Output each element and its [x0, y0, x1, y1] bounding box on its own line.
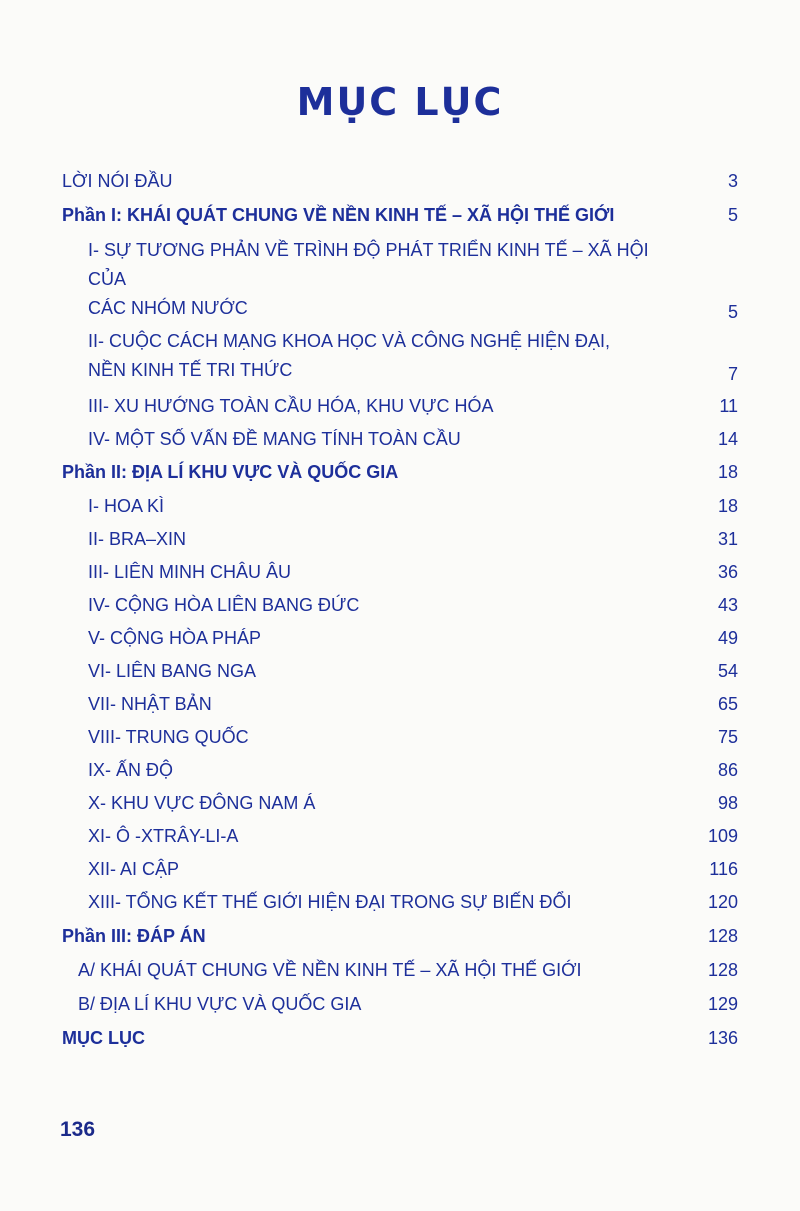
toc-entry-page: 18 [717, 462, 738, 482]
toc-entry-part-1[interactable] [62, 204, 738, 226]
toc-entry-part-2[interactable] [62, 461, 738, 483]
toc-entry-1-1[interactable] [62, 236, 738, 323]
toc-entry-page: 136 [707, 1028, 738, 1048]
toc-entry-text: I- HOA KÌ [88, 496, 165, 516]
toc-entry-page: 98 [717, 793, 738, 813]
toc-entry-page: 75 [717, 727, 738, 747]
toc-entry-text: VI- LIÊN BANG NGA [88, 661, 257, 681]
toc-entry-text: VIII- TRUNG QUỐC [88, 727, 249, 747]
toc-entry-text: Phần III: ĐÁP ÁN [62, 926, 206, 946]
toc-entry-text-line2: NỀN KINH TẾ TRI THỨC [88, 360, 293, 380]
toc-entry-1-3[interactable] [62, 395, 738, 417]
page-number: 136 [60, 1118, 96, 1141]
toc-entry-text: B/ ĐỊA LÍ KHU VỰC VÀ QUỐC GIA [78, 994, 362, 1014]
toc-entry-page: 36 [717, 562, 738, 582]
toc-entry-text: XII- AI CẬP [88, 859, 180, 879]
toc-entry-2-1[interactable] [62, 495, 738, 517]
toc-entry-2-2[interactable] [62, 528, 738, 550]
toc-entry-page: 5 [727, 302, 738, 322]
toc-entry-2-9[interactable] [62, 759, 738, 781]
toc-entry-part-3[interactable] [62, 925, 738, 947]
toc-entry-2-10[interactable] [62, 792, 738, 814]
toc-entry-text: MỤC LỤC [62, 1028, 145, 1048]
toc-entry-page: 120 [707, 892, 738, 912]
toc-entry-2-3[interactable] [62, 561, 738, 583]
toc-entry-text: LỜI NÓI ĐẦU [62, 171, 173, 191]
toc-entry-text: X- KHU VỰC ĐÔNG NAM Á [88, 793, 316, 813]
toc-entry-text: XIII- TỔNG KẾT THẾ GIỚI HIỆN ĐẠI TRONG SỰ BIẾN ĐỔI [88, 892, 572, 912]
toc-entry-text: II- BRA–XIN [88, 529, 187, 549]
toc-entry-2-13[interactable] [62, 891, 738, 913]
toc-entry-page: 43 [717, 595, 738, 615]
toc-entry-2-6[interactable] [62, 660, 738, 682]
toc-entry-text: XI- Ô -XTRÂY-LI-A [88, 826, 239, 846]
toc-entry-2-8[interactable] [62, 726, 738, 748]
toc-entry-page: 128 [707, 926, 738, 946]
toc-entry-page: 109 [707, 826, 738, 846]
toc-entry-3-b[interactable] [62, 993, 738, 1015]
toc-entry-text: A/ KHÁI QUÁT CHUNG VỀ NỀN KINH TẾ – XÃ HỘI THẾ GIỚI [78, 960, 582, 980]
toc-entry-page: 7 [727, 364, 738, 384]
toc-entry-page: 54 [717, 661, 738, 681]
toc-entry-3-a[interactable] [62, 959, 738, 981]
toc-entry-page: 86 [717, 760, 738, 780]
toc-entry-1-2[interactable] [62, 327, 738, 385]
toc-entry-preface[interactable] [62, 170, 738, 192]
toc-entry-page: 5 [727, 205, 738, 225]
toc-entry-page: 31 [717, 529, 738, 549]
toc-entry-page: 129 [707, 994, 738, 1014]
toc-entry-text: Phần II: ĐỊA LÍ KHU VỰC VÀ QUỐC GIA [62, 462, 399, 482]
toc-entry-text: V- CỘNG HÒA PHÁP [88, 628, 262, 648]
toc-entry-text: III- LIÊN MINH CHÂU ÂU [88, 562, 292, 582]
toc-entry-text-line1: I- SỰ TƯƠNG PHẢN VỀ TRÌNH ĐỘ PHÁT TRIỂN KINH TẾ – XÃ HỘI CỦA [88, 240, 649, 289]
toc-entry-text [62, 236, 678, 323]
toc-entry-2-12[interactable] [62, 858, 738, 880]
toc-entry-2-5[interactable] [62, 627, 738, 649]
toc-entry-text-line1: II- CUỘC CÁCH MẠNG KHOA HỌC VÀ CÔNG NGHỆ HIỆN ĐẠI, [88, 331, 611, 351]
toc-entry-text: VII- NHẬT BẢN [88, 694, 212, 714]
toc-entry-text: Phần I: KHÁI QUÁT CHUNG VỀ NỀN KINH TẾ – XÃ HỘI THẾ GIỚI [62, 205, 615, 225]
toc-entry-text-line2: CÁC NHÓM NƯỚC [88, 298, 248, 318]
toc-entry-text: IX- ẤN ĐỘ [88, 760, 174, 780]
toc-entry-page: 65 [717, 694, 738, 714]
toc-entry-page: 49 [717, 628, 738, 648]
toc-entry-page: 128 [707, 960, 738, 980]
toc-entry-page: 3 [727, 171, 738, 191]
toc-entry-contents[interactable] [62, 1027, 738, 1049]
toc-entry-2-7[interactable] [62, 693, 738, 715]
toc-entry-text: III- XU HƯỚNG TOÀN CẦU HÓA, KHU VỰC HÓA [88, 396, 494, 416]
toc-entry-text [62, 327, 678, 385]
toc-entry-page: 11 [719, 396, 738, 416]
table-of-contents [62, 170, 738, 1049]
toc-entry-page: 116 [709, 859, 738, 879]
toc-entry-page: 14 [717, 429, 738, 449]
page-title: MỤC LỤC [296, 80, 504, 124]
toc-entry-text: IV- MỘT SỐ VẤN ĐỀ MANG TÍNH TOÀN CẦU [88, 429, 461, 449]
toc-entry-2-11[interactable] [62, 825, 738, 847]
toc-entry-page: 18 [717, 496, 738, 516]
toc-entry-1-4[interactable] [62, 428, 738, 450]
toc-entry-2-4[interactable] [62, 594, 738, 616]
toc-entry-text: IV- CỘNG HÒA LIÊN BANG ĐỨC [88, 595, 360, 615]
